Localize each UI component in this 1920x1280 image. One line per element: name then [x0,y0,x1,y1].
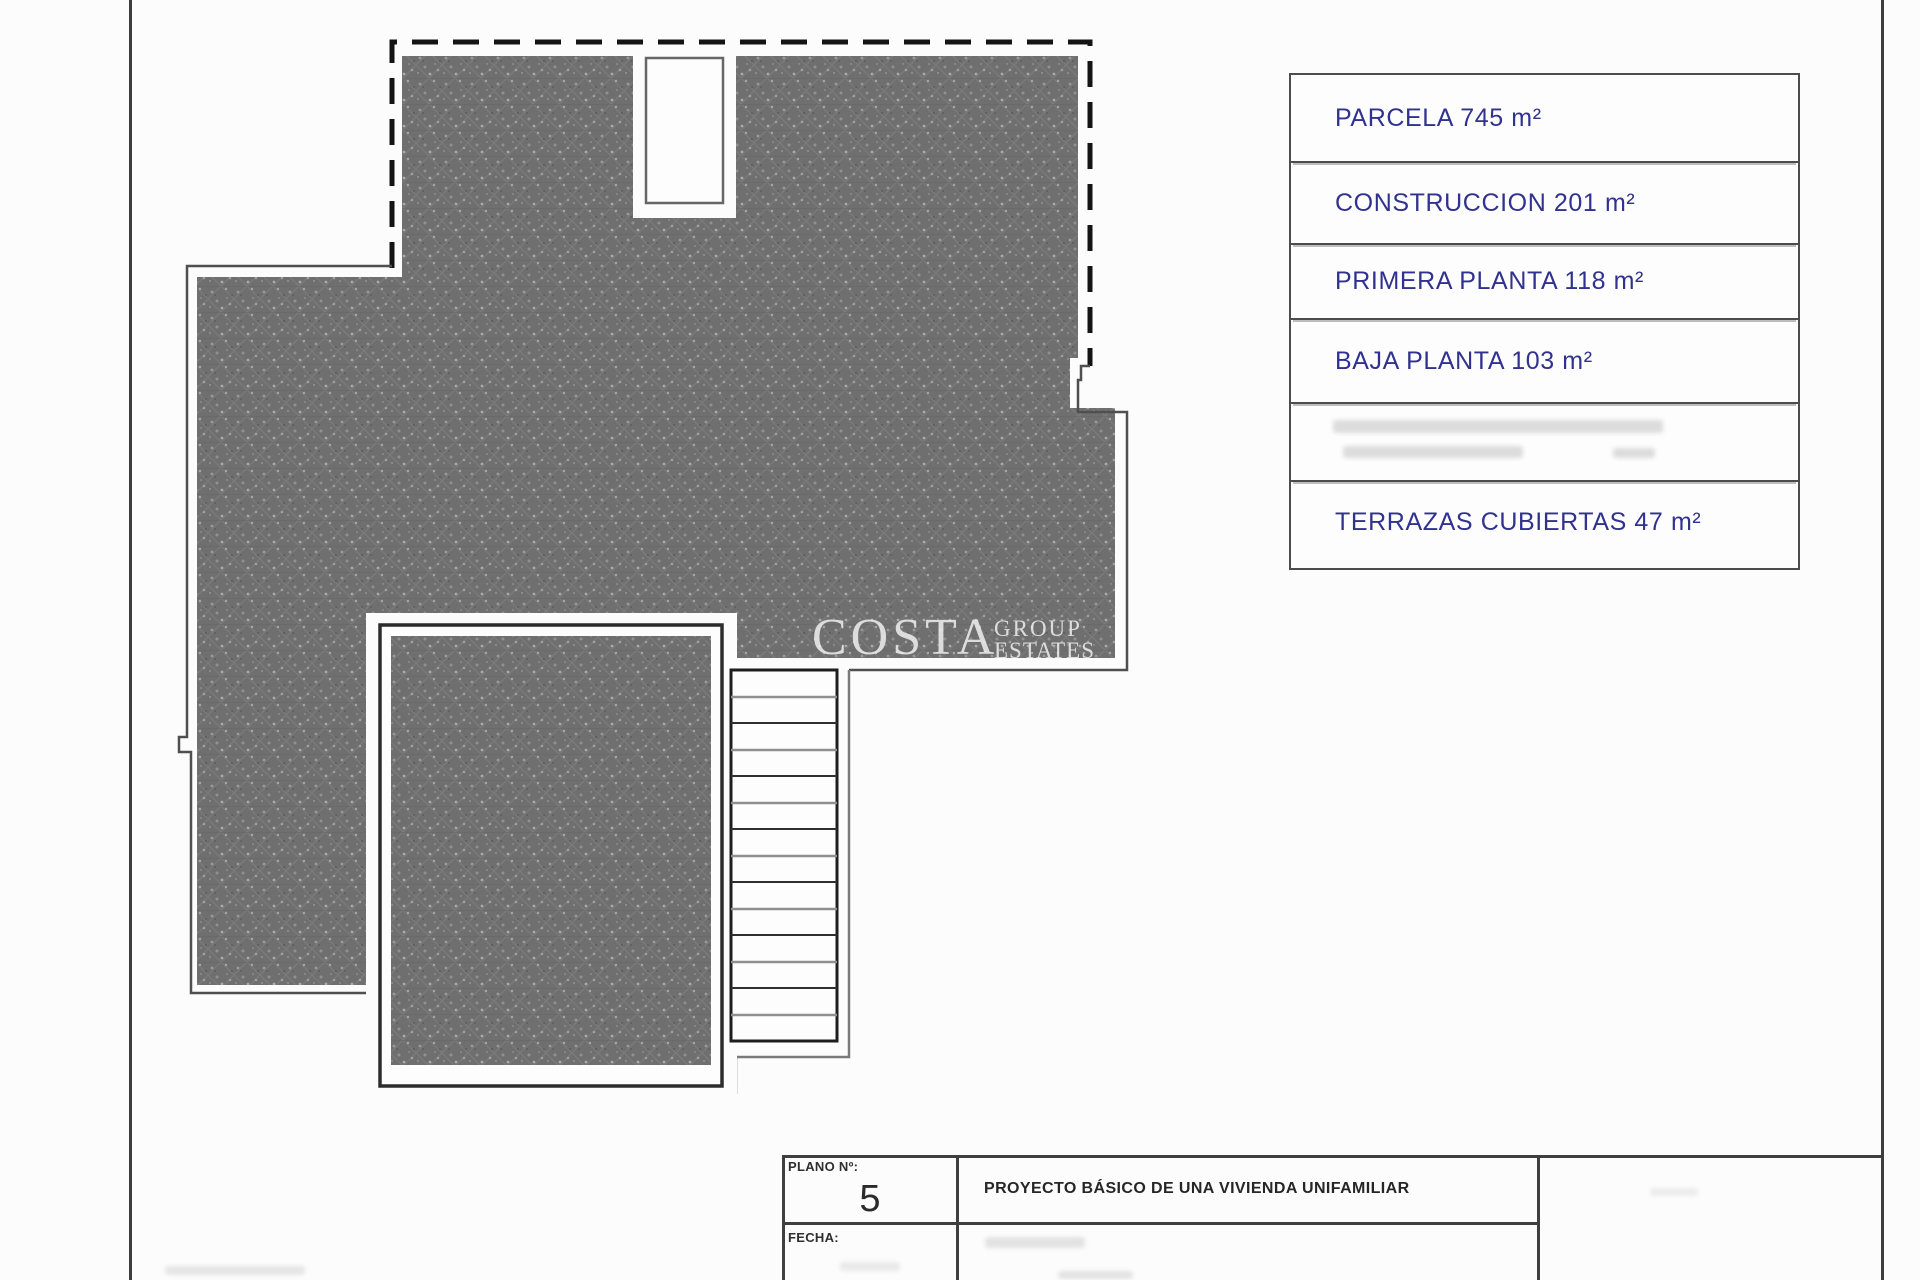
project-title: PROYECTO BÁSICO DE UNA VIVIENDA UNIFAMILIAR [984,1179,1410,1197]
watermark-brand: COSTA [812,609,999,666]
scan-smudge [1333,420,1663,433]
legend-row-parcela [1291,75,1798,163]
legend-label: PRIMERA PLANTA 118 m² [1335,267,1644,295]
terrace-box-hatch [391,636,711,1065]
legend-row-primera-planta [1291,245,1798,320]
scan-smudge [1058,1271,1133,1279]
scan-smudge [1343,446,1523,458]
titleblock-row-divider [782,1222,1540,1225]
legend-label: CONSTRUCCION 201 m² [1335,188,1636,217]
scan-smudge [1613,448,1655,458]
scan-smudge [840,1262,900,1271]
legend-label: PARCELA 745 m² [1335,103,1542,132]
scan-smudge [985,1237,1085,1248]
legend-row-redacted [1291,404,1798,482]
scan-smudge [1650,1188,1698,1196]
area-legend-table [1289,73,1800,570]
plano-number-value: 5 [859,1178,881,1220]
legend-row-construccion [1291,163,1798,245]
watermark-estates: ESTATES [994,638,1095,663]
legend-label: TERRAZAS CUBIERTAS 47 m² [1335,507,1702,536]
watermark-group: GROUP [994,616,1082,641]
fecha-label: FECHA: [788,1230,839,1245]
plano-number-label: PLANO Nº: [788,1159,859,1174]
scan-smudge [165,1266,305,1275]
legend-label: BAJA PLANTA 103 m² [1335,346,1593,375]
legend-row-baja-planta [1291,320,1798,404]
legend-row-terrazas [1291,482,1798,562]
chimney [646,58,723,203]
